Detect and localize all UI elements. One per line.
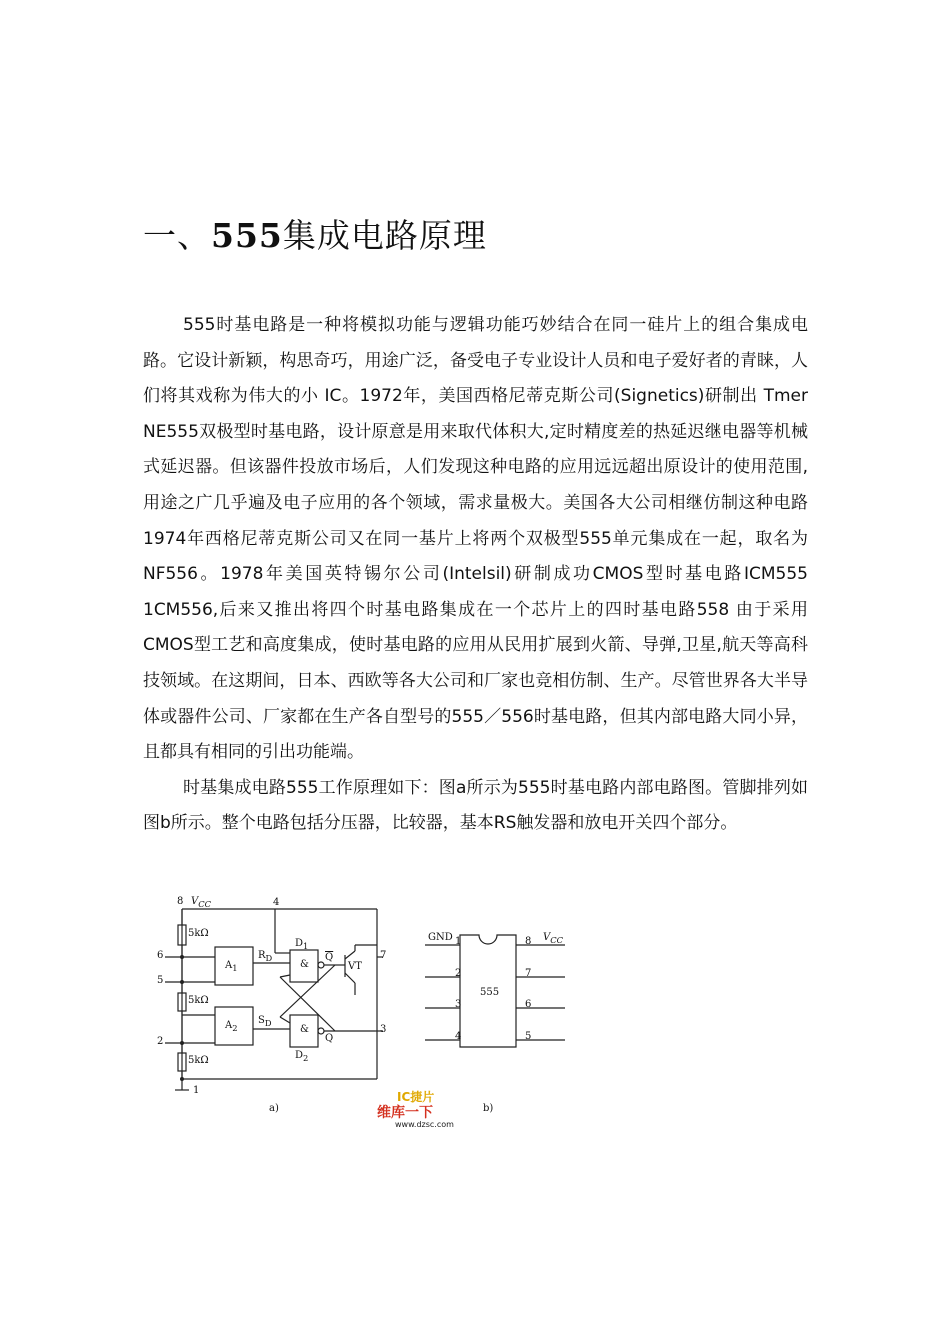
vcc-subscript-a: CC — [198, 899, 211, 909]
resistor-2-label: 5kΩ — [188, 995, 209, 1006]
watermark-logo — [375, 1088, 510, 1133]
title-number: 555 — [211, 216, 283, 255]
title-prefix: 一、 — [143, 216, 211, 255]
figure-b-caption: b) — [483, 1103, 494, 1114]
chip-pin-1: 1 — [455, 936, 462, 947]
rd-subscript: D — [265, 953, 273, 963]
pin-3-label: 3 — [380, 1024, 387, 1035]
pin-8-label: 8 — [177, 896, 184, 907]
gate-d2-symbol: D — [295, 1050, 304, 1061]
comparator-a1-label — [225, 960, 238, 973]
vcc-symbol-a: V — [191, 896, 199, 907]
watermark-top-text: IC捷片 — [397, 1090, 435, 1104]
sd-label — [258, 1015, 272, 1028]
sd-subscript: D — [264, 1018, 272, 1028]
comparator-a2-label — [225, 1020, 238, 1033]
pin-2-label: 2 — [157, 1036, 164, 1047]
gate-d1-symbol-and: & — [300, 959, 309, 970]
chip-pin-7: 7 — [525, 968, 532, 979]
chip-pin-8: 8 — [525, 936, 532, 947]
qbar-label: $\overline{Q}$ — [325, 952, 334, 963]
rd-symbol: R — [258, 950, 266, 961]
gate-d1-symbol: D — [295, 938, 304, 949]
gate-d1-subscript: 1 — [303, 941, 309, 951]
vcc-symbol-b: V — [543, 932, 551, 943]
gate-d2-symbol-and: & — [300, 1024, 309, 1035]
paragraph-principle: 时基集成电路555工作原理如下：图a所示为555时基电路内部电路图。管脚排列如图b所示。整个电路包括分压器，比较器，基本RS触发器和放电开关四个部分。 — [143, 777, 808, 834]
chip-pin-6: 6 — [525, 999, 532, 1010]
resistor-3-label: 5kΩ — [188, 1055, 209, 1066]
title-suffix: 集成电路原理 — [282, 216, 487, 255]
sd-symbol: S — [258, 1015, 265, 1026]
section-title — [143, 210, 487, 257]
gate-d2-subscript: 2 — [303, 1053, 309, 1063]
pin-6-label: 6 — [157, 950, 164, 961]
transistor-label: VT — [348, 961, 362, 972]
gate-d1-label — [295, 938, 308, 951]
watermark-main-text: 维库一下 — [377, 1105, 433, 1121]
comparator-a2-symbol: A — [225, 1020, 233, 1031]
vcc-label-a — [191, 896, 211, 909]
comparator-a1-subscript: 1 — [232, 963, 238, 973]
pin-5-label: 5 — [157, 975, 164, 986]
chip-label: 555 — [480, 987, 500, 998]
pin-1-label: 1 — [193, 1085, 200, 1096]
gnd-label: GND — [428, 932, 453, 943]
q-label: Q — [325, 1033, 334, 1044]
circuit-diagram — [155, 895, 575, 1135]
pin-7-label: 7 — [380, 950, 387, 961]
paragraph-history: 555时基电路是一种将模拟功能与逻辑功能巧妙结合在同一硅片上的组合集成电路。它设计新颖，构思奇巧，用途广泛，备受电子专业设计人员和电子爱好者的青睐，人们将其戏称为伟大的小 IC。1972年，美国西格尼蒂克斯公司(Signetics)研制出 Tmer NE555双极型时基电路，设计原意是用来取代体积大,定时精度差的热延迟继电器等机械式延迟器。但该器件投放市场后，人们发现这种电路的应用远远超出原设计的使用范围,用途之广几乎遍及电子应用的各个领域，需求量极大。美国各大公司相继仿制这种电路 1974年西格尼蒂克斯公司又在同一基片上将两个双极型555单元集成在一起，取名为NF556。1978年美国英特锡尔公司(Intelsil)研制成功CMOS型时基电路ICM555 1CM556,后来又推出将四个时基电路集成在一个芯片上的四时基电路558 由于采用CMOS型工艺和高度集成，使时基电路的应用从民用扩展到火箭、导弹,卫星,航天等高科技领域。在这期间，日本、西欧等各大公司和厂家也竞相仿制、生产。尽管世界各大半导体或器件公司、厂家都在生产各自型号的555／556时基电路，但其内部电路大同小异，且都具有相同的引出功能端。 — [143, 315, 808, 763]
pin-4-label: 4 — [273, 897, 280, 908]
figure-a-caption: a) — [269, 1103, 279, 1114]
circuit-figure — [155, 895, 575, 1135]
chip-pin-2: 2 — [455, 968, 462, 979]
vcc-label-b — [543, 932, 563, 945]
chip-pin-3: 3 — [455, 999, 462, 1010]
comparator-a1-symbol: A — [225, 960, 233, 971]
chip-pin-4: 4 — [455, 1031, 462, 1042]
watermark-url: www.dzsc.com — [395, 1120, 454, 1129]
comparator-a2-subscript: 2 — [232, 1023, 238, 1033]
resistor-1-label: 5kΩ — [188, 928, 209, 939]
chip-pin-5: 5 — [525, 1031, 532, 1042]
gate-d2-label — [295, 1050, 308, 1063]
vcc-subscript-b: CC — [550, 935, 563, 945]
body-text — [143, 308, 808, 842]
rd-label — [258, 950, 272, 963]
